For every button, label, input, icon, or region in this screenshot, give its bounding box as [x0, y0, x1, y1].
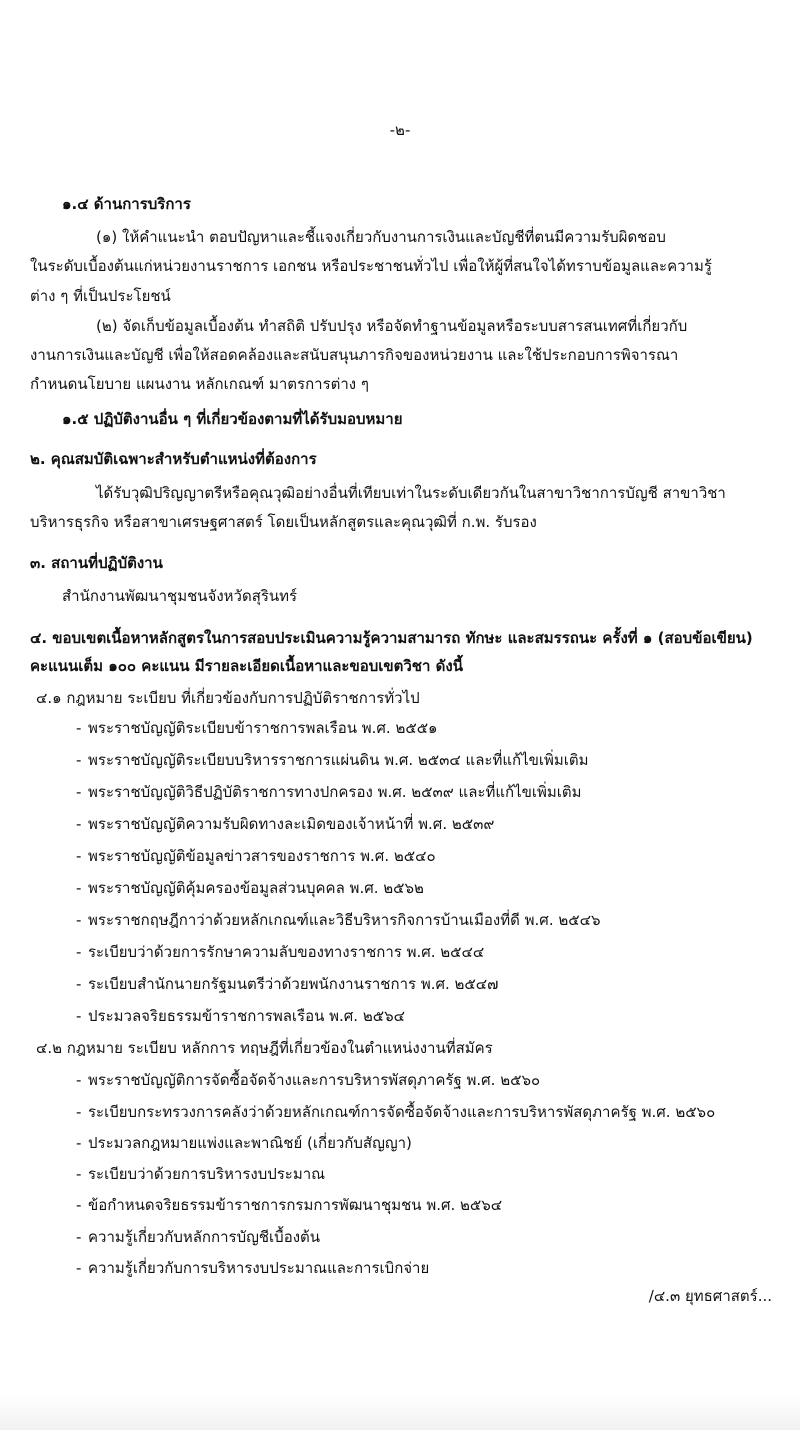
list-item: - พระราชบัญญัติความรับผิดทางละเมิดของเจ้าหน้าที่ พ.ศ. ๒๕๓๙	[76, 815, 495, 833]
list-item: - ระเบียบว่าด้วยการบริหารงบประมาณ	[76, 1165, 326, 1183]
s14-p2-line3: กำหนดนโยบาย แผนงาน หลักเกณฑ์ มาตรการต่าง ๆ	[30, 375, 369, 393]
list-item: - ประมวลจริยธรรมข้าราชการพลเรือน พ.ศ. ๒๕๖๔	[76, 1007, 405, 1025]
list-item: - ระเบียบกระทรวงการคลังว่าด้วยหลักเกณฑ์การจัดซื้อจัดจ้างและการบริหารพัสดุภาครัฐ พ.ศ. ๒๕๖๐	[76, 1103, 716, 1121]
page-number: -๒-	[389, 121, 411, 139]
s3-line1: สำนักงานพัฒนาชุมชนจังหวัดสุรินทร์	[62, 587, 298, 605]
list-item: - พระราชบัญญัติข้อมูลข่าวสารของราชการ พ.ศ. ๒๕๔๐	[76, 847, 436, 865]
scan-edge-shade	[0, 1395, 800, 1430]
section-4-heading-line1: ๔. ขอบเขตเนื้อหาหลักสูตรในการสอบประเมินความรู้ความสามารถ ทักษะ และสมรรถนะ ครั้งที่ ๑ (สอบข้อเขียน)	[30, 629, 753, 647]
s2-line1: ได้รับวุฒิปริญญาตรีหรือคุณวุฒิอย่างอื่นที่เทียบเท่าในระดับเดียวกันในสาขาวิชาการบัญชี สาขาวิชา	[96, 484, 726, 502]
list-item: - พระราชบัญญัติการจัดซื้อจัดจ้างและการบริหารพัสดุภาครัฐ พ.ศ. ๒๕๖๐	[76, 1071, 541, 1089]
section-4-heading-line2: คะแนนเต็ม ๑๐๐ คะแนน มีรายละเอียดเนื้อหาและขอบเขตวิชา ดังนี้	[30, 657, 463, 675]
s2-line2: บริหารธุรกิจ หรือสาขาเศรษฐศาสตร์ โดยเป็นหลักสูตรและคุณวุฒิที่ ก.พ. รับรอง	[30, 513, 537, 531]
section-4-1-heading: ๔.๑ กฎหมาย ระเบียบ ที่เกี่ยวข้องกับการปฏิบัติราชการทั่วไป	[36, 689, 420, 707]
section-1-4-heading: ๑.๔ ด้านการบริการ	[62, 195, 191, 213]
s14-p1-line2: ในระดับเบื้องต้นแก่หน่วยงานราชการ เอกชน หรือประชาชนทั่วไป เพื่อให้ผู้ที่สนใจได้ทราบข้อมูลและความรู้	[30, 257, 712, 275]
list-item: - ความรู้เกี่ยวกับหลักการบัญชีเบื้องต้น	[76, 1228, 321, 1246]
list-item: - พระราชบัญญัติวิธีปฏิบัติราชการทางปกครอง พ.ศ. ๒๕๓๙ และที่แก้ไขเพิ่มเติม	[76, 783, 582, 801]
list-item: - ประมวลกฎหมายแพ่งและพาณิชย์ (เกี่ยวกับสัญญา)	[76, 1134, 412, 1152]
list-item: - พระราชบัญญัติระเบียบข้าราชการพลเรือน พ.ศ. ๒๕๕๑	[76, 719, 438, 737]
list-item: - ข้อกำหนดจริยธรรมข้าราชการกรมการพัฒนาชุมชน พ.ศ. ๒๕๖๔	[76, 1196, 503, 1214]
s14-p2-line1: (๒) จัดเก็บข้อมูลเบื้องต้น ทำสถิติ ปรับปรุง หรือจัดทำฐานข้อมูลหรือระบบสารสนเทศที่เกี่ยวกับ	[96, 317, 688, 335]
section-4-2-heading: ๔.๒ กฎหมาย ระเบียบ หลักการ ทฤษฎีที่เกี่ยวข้องในตำแหน่งงานที่สมัคร	[36, 1039, 493, 1057]
section-2-heading: ๒. คุณสมบัติเฉพาะสำหรับตำแหน่งที่ต้องการ	[30, 450, 317, 468]
continuation-note: /๔.๓ ยุทธศาสตร์...	[648, 1287, 772, 1305]
s14-p1-line1: (๑) ให้คำแนะนำ ตอบปัญหาและชี้แจงเกี่ยวกับงานการเงินและบัญชีที่ตนมีความรับผิดชอบ	[96, 228, 666, 246]
list-item: - ระเบียบว่าด้วยการรักษาความลับของทางราชการ พ.ศ. ๒๕๔๔	[76, 943, 485, 961]
list-item: - พระราชบัญญัติคุ้มครองข้อมูลส่วนบุคคล พ.ศ. ๒๕๖๒	[76, 879, 424, 897]
list-item: - ระเบียบสำนักนายกรัฐมนตรีว่าด้วยพนักงานราชการ พ.ศ. ๒๕๔๗	[76, 975, 499, 993]
section-1-5-heading: ๑.๕ ปฏิบัติงานอื่น ๆ ที่เกี่ยวข้องตามที่ได้รับมอบหมาย	[62, 410, 403, 428]
s14-p2-line2: งานการเงินและบัญชี เพื่อให้สอดคล้องและสนับสนุนภารกิจของหน่วยงาน และใช้ประกอบการพิจารณา	[30, 346, 679, 364]
section-3-heading: ๓. สถานที่ปฏิบัติงาน	[30, 554, 163, 572]
s14-p1-line3: ต่าง ๆ ที่เป็นประโยชน์	[30, 287, 171, 305]
list-item: - พระราชกฤษฎีกาว่าด้วยหลักเกณฑ์และวิธีบริหารกิจการบ้านเมืองที่ดี พ.ศ. ๒๕๔๖	[76, 911, 601, 929]
list-item: - ความรู้เกี่ยวกับการบริหารงบประมาณและการเบิกจ่าย	[76, 1259, 430, 1277]
list-item: - พระราชบัญญัติระเบียบบริหารราชการแผ่นดิน พ.ศ. ๒๕๓๔ และที่แก้ไขเพิ่มเติม	[76, 751, 589, 769]
